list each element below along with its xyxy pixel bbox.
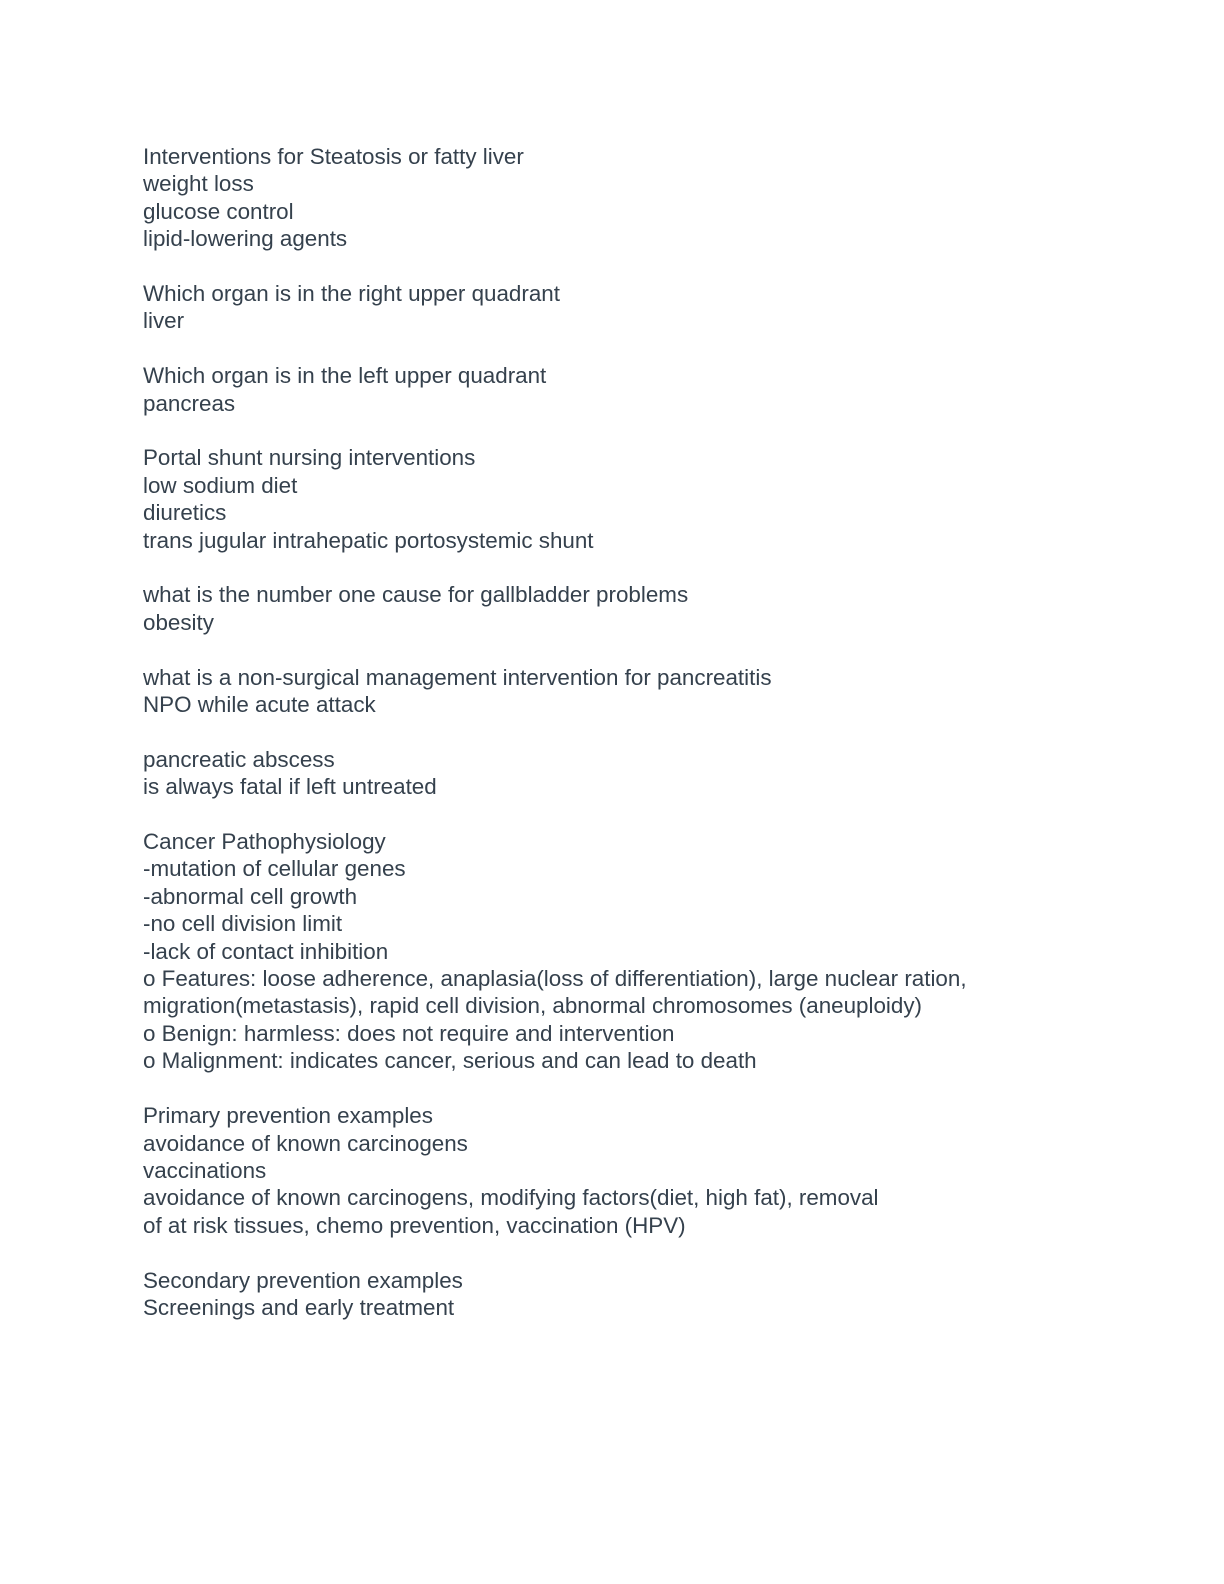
answer-line: NPO while acute attack bbox=[143, 692, 376, 718]
question-line: Which organ is in the left upper quadrant bbox=[143, 363, 547, 389]
answer-line: o Features: loose adherence, anaplasia(loss of differentiation), large nuclear ration, bbox=[143, 966, 967, 992]
answer-line: lipid-lowering agents bbox=[143, 226, 348, 252]
answer-line: o Malignment: indicates cancer, serious and can lead to death bbox=[143, 1048, 757, 1074]
left-upper-quadrant-section bbox=[143, 362, 1143, 417]
primary-prevention-section bbox=[143, 1102, 1143, 1239]
document-page bbox=[143, 143, 1143, 1349]
secondary-prevention-section bbox=[143, 1267, 1143, 1322]
answer-line: of at risk tissues, chemo prevention, vaccination (HPV) bbox=[143, 1212, 686, 1238]
question-line: Cancer Pathophysiology bbox=[143, 829, 386, 855]
answer-line: obesity bbox=[143, 609, 214, 635]
question-line: what is a non-surgical management intervention for pancreatitis bbox=[143, 664, 772, 690]
question-line: Secondary prevention examples bbox=[143, 1267, 463, 1293]
answer-line: Screenings and early treatment bbox=[143, 1294, 455, 1320]
answer-line: trans jugular intrahepatic portosystemic shunt bbox=[143, 527, 594, 553]
pancreatitis-section bbox=[143, 664, 1143, 719]
question-line: Portal shunt nursing interventions bbox=[143, 445, 476, 471]
steatosis-section bbox=[143, 143, 1143, 253]
answer-line: weight loss bbox=[143, 171, 254, 197]
answer-line: glucose control bbox=[143, 198, 294, 224]
answer-line: -lack of contact inhibition bbox=[143, 938, 389, 964]
question-line: Which organ is in the right upper quadrant bbox=[143, 281, 560, 307]
answer-line: diuretics bbox=[143, 500, 227, 526]
answer-line: low sodium diet bbox=[143, 472, 298, 498]
answer-line: -mutation of cellular genes bbox=[143, 856, 406, 882]
answer-line: is always fatal if left untreated bbox=[143, 774, 437, 800]
answer-line: pancreas bbox=[143, 390, 236, 416]
question-line: Primary prevention examples bbox=[143, 1103, 433, 1129]
cancer-pathophysiology-section bbox=[143, 828, 1143, 1075]
answer-line: liver bbox=[143, 308, 185, 334]
answer-line: o Benign: harmless: does not require and intervention bbox=[143, 1020, 675, 1046]
pancreatic-abscess-section bbox=[143, 746, 1143, 801]
answer-line: vaccinations bbox=[143, 1157, 267, 1183]
answer-line: -abnormal cell growth bbox=[143, 883, 358, 909]
question-line: pancreatic abscess bbox=[143, 746, 335, 772]
question-line: what is the number one cause for gallbladder problems bbox=[143, 582, 689, 608]
answer-line: avoidance of known carcinogens, modifying factors(diet, high fat), removal bbox=[143, 1185, 879, 1211]
answer-line: avoidance of known carcinogens bbox=[143, 1130, 468, 1156]
right-upper-quadrant-section bbox=[143, 280, 1143, 335]
question-line: Interventions for Steatosis or fatty liver bbox=[143, 144, 524, 169]
gallbladder-section bbox=[143, 581, 1143, 636]
portal-shunt-section bbox=[143, 444, 1143, 554]
answer-line: -no cell division limit bbox=[143, 911, 343, 937]
answer-line: migration(metastasis), rapid cell division, abnormal chromosomes (aneuploidy) bbox=[143, 993, 923, 1019]
